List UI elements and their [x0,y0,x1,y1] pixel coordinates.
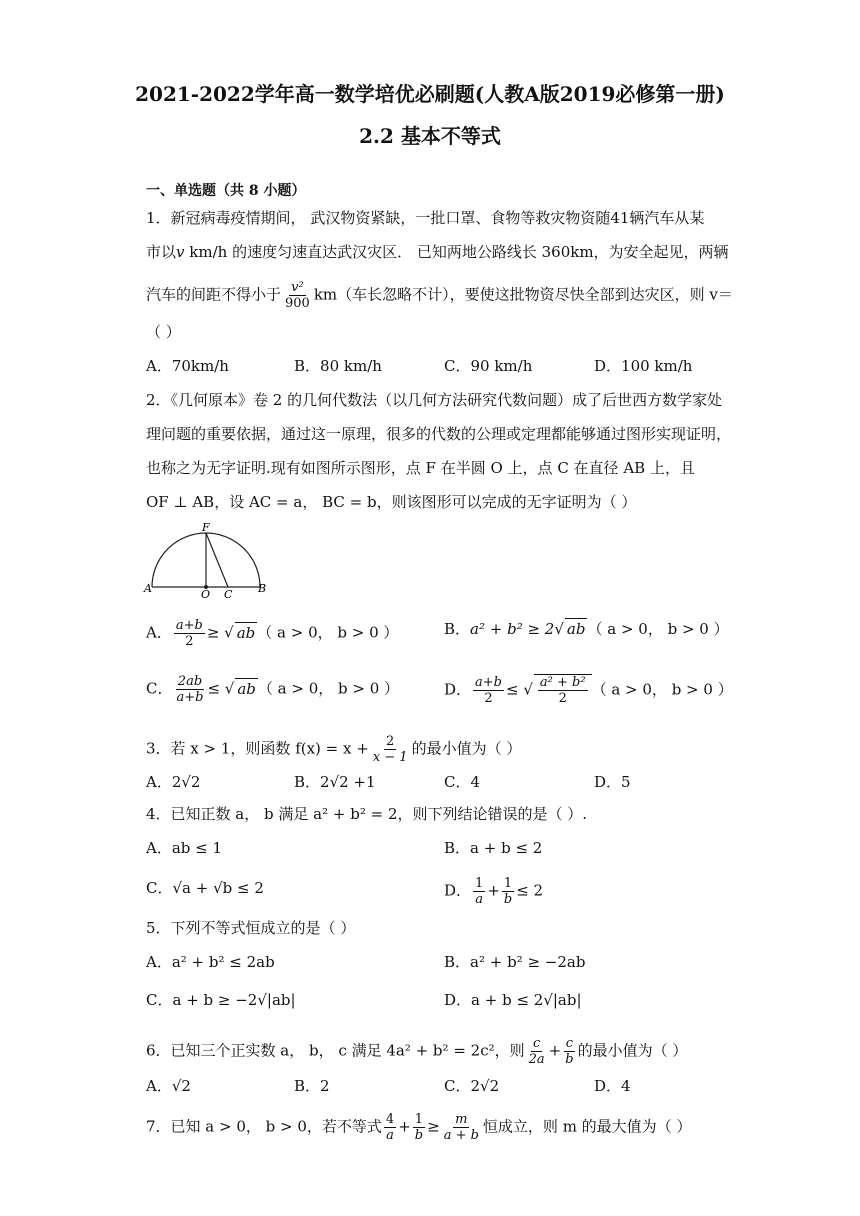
q2-option-a: A． $\frac{a+b}{2}$ ≥ √ ab （ a > 0， b > 0 ） [146,618,399,649]
q6-option-c: C．2√2 [444,1077,500,1095]
q4-option-d: D． $\frac{1}{a}$ + $\frac{1}{b}$ ≤ 2 [444,876,544,907]
q1-line-4: （ ） [146,323,181,341]
q5-option-c: C．a + b ≥ −2√|ab| [146,991,296,1009]
q3-option-c: C．4 [444,773,481,791]
q3-line-1: 3．若 x > 1，则函数 f(x) = x + $\frac{2}{x - 1}$ 的最小值为（ ） [146,734,522,765]
q1-option-d: D．100 km/h [594,357,693,375]
q5-option-b: B．a² + b² ≥ −2ab [444,953,586,971]
q1-line-1: 1．新冠病毒疫情期间， 武汉物资紧缺，一批口罩、食物等救灾物资随41辆汽车从某 [146,209,705,227]
point-a-label: A [144,582,152,595]
q1-option-c: C．90 km/h [444,357,533,375]
point-f-label: F [202,521,210,534]
q2-option-d: D． $\frac{a+b}{2}$ ≤ √ $\frac{\text{a² + b²}}{2}$ （ a > 0， b > 0 ） [444,675,733,706]
q5-line-1: 5．下列不等式恒成立的是（ ） [146,919,356,937]
point-c-label: C [224,588,233,600]
fraction: $\frac{\text{v²}}{900}$ [285,280,310,311]
q2-option-b: B．a² + b² ≥ 2√ ab （ a > 0， b > 0 ） [444,620,729,638]
q3-option-d: D．5 [594,773,631,791]
q3-option-b: B．2√2 +1 [294,773,376,791]
q2-line-4: OF ⊥ AB，设 AC = a， BC = b，则该图形可以完成的无字证明为（ ） [146,493,637,511]
q7-line-1: 7．已知 a > 0， b > 0，若不等式 $\frac{4}{a}$ + $\frac{1}{b}$ ≥ $\frac{m}{a + b}$ 恒成立，则 m 的最大值为（ ） [146,1112,692,1143]
point-o-label: O [201,588,211,600]
q1-line-2: 市以v km/h 的速度匀速直达武汉灾区． 已知两地公路线长 360km，为安全起见，两辆 [146,243,729,261]
q4-line-1: 4．已知正数 a， b 满足 a² + b² = 2，则下列结论错误的是（ ）. [146,805,588,823]
q1-line-3: 汽车的间距不得小于 $\frac{\text{v²}}{900}$ km（车长忽略不计），要使这批物资尽快全部到达灾区，则 v＝ [146,280,733,311]
section-heading: 一、单选题（共 8 小题） [146,183,306,199]
q2-option-c: C． $\frac{2ab}{a+b}$ ≤ √ ab （ a > 0， b > 0 ） [146,674,400,705]
q2-line-2: 理问题的重要依据，通过这一原理，很多的代数的公理或定理都能够通过图形实现证明， [146,425,732,443]
q1-option-a: A．70km/h [146,357,229,375]
q3-option-a: A．2√2 [146,773,201,791]
q5-option-a: A．a² + b² ≤ 2ab [146,953,275,971]
q2-line-1: 2．《几何原本》卷 2 的几何代数法（以几何方法研究代数问题）成了后世西方数学家处 [146,391,723,409]
q5-option-d: D．a + b ≤ 2√|ab| [444,991,582,1009]
q4-option-c: C．√a + √b ≤ 2 [146,879,264,897]
document-title: 2021-2022学年高一数学培优必刷题(人教A版2019必修第一册) [135,82,725,106]
semicircle-figure [140,520,270,600]
point-b-label: B [258,582,267,595]
q6-line-1: 6．已知三个正实数 a， b， c 满足 4a² + b² = 2c²，则 $\frac{c}{2a}$ + $\frac{c}{b}$ 的最小值为（ ） [146,1036,688,1067]
q1-option-b: B．80 km/h [294,357,382,375]
q6-option-d: D．4 [594,1077,631,1095]
q4-option-b: B．a + b ≤ 2 [444,839,543,857]
q4-option-a: A．ab ≤ 1 [146,839,223,857]
q6-option-b: B．2 [294,1077,330,1095]
document-subtitle: 2.2 基本不等式 [359,124,501,148]
q6-option-a: A．√2 [146,1077,191,1095]
q2-line-3: 也称之为无字证明.现有如图所示图形，点 F 在半圆 O 上，点 C 在直径 AB 上，且 [146,459,695,477]
